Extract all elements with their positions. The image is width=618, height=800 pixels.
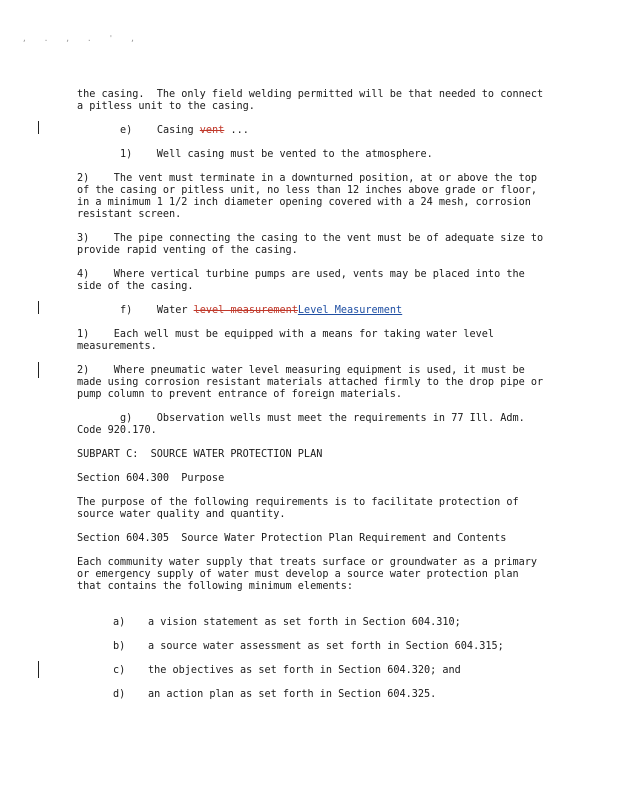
section-305-heading: Section 604.305 Source Water Protection Plan Requirement and Contents <box>77 533 507 544</box>
change-bar <box>38 121 39 134</box>
subpart-heading: SUBPART C: SOURCE WATER PROTECTION PLAN <box>77 449 323 460</box>
item-e-heading <box>120 125 590 137</box>
item-vent-4: 4) Where vertical turbine pumps are used, vents may be placed into the side of the casing. <box>77 269 531 292</box>
section-300-heading: Section 604.300 Purpose <box>77 473 225 484</box>
list-item-label: a) <box>113 617 126 628</box>
item-e-text: Casing <box>156 125 200 136</box>
item-f-heading <box>120 305 590 317</box>
item-level-2: 2) Where pneumatic water level measuring equipment is used, it must be made using corrosion resistant materials attached firmly to the drop pipe or pump column to prevent entrance of foreign materials. <box>77 365 550 400</box>
change-bar <box>38 362 39 378</box>
section-300-body: The purpose of the following requirements is to facilitate protection of source water quality and quantity. <box>77 497 525 520</box>
change-bar <box>38 661 39 678</box>
list-item-text: a vision statement as set forth in Section 604.310; <box>148 617 461 628</box>
item-level-1: 1) Each well must be equipped with a means for taking water level measurements. <box>77 329 501 352</box>
item-vent-1: 1) Well casing must be vented to the atmosphere. <box>120 149 433 160</box>
list-item-label: c) <box>113 665 126 676</box>
list-item-label: b) <box>113 641 126 652</box>
list-item-label: d) <box>113 689 126 700</box>
item-e-inserted-text: ... <box>224 125 249 136</box>
item-vent-2: 2) The vent must terminate in a downturned position, at or above the top of the casing or pitless unit, no less than 12 inches above grade or floor, in a minimum 1 1/2 inch diameter opening covered with a 24 mesh, corrosion resistant screen. <box>77 173 544 220</box>
change-bar <box>38 301 39 314</box>
item-vent-3: 3) The pipe connecting the casing to the vent must be of adequate size to provide rapid venting of the casing. <box>77 233 550 256</box>
list-item-text: the objectives as set forth in Section 604.320; and <box>148 665 461 676</box>
item-f-inserted-text: Level Measurement <box>297 305 403 316</box>
list-item-text: an action plan as set forth in Section 604.325. <box>148 689 437 700</box>
item-e-deleted-text: vent <box>199 125 225 136</box>
section-305-body: Each community water supply that treats surface or groundwater as a primary or emergency supply of water must develop a source water protection plan that contains the following minimum elements: <box>77 557 544 592</box>
scan-specks: , . , . ' , <box>22 34 141 43</box>
item-f-text: Water <box>156 305 194 316</box>
list-item-text: a source water assessment as set forth in Section 604.315; <box>148 641 504 652</box>
paragraph-casing-welding: the casing. The only field welding permitted will be that needed to connect a pitless unit to the casing. <box>77 89 550 112</box>
item-f-label: f) <box>120 305 133 316</box>
item-e-label: e) <box>120 125 133 136</box>
item-g: g) Observation wells must meet the requirements in 77 Ill. Adm. Code 920.170. <box>77 413 531 436</box>
item-f-deleted-text: level measurement <box>193 305 298 316</box>
